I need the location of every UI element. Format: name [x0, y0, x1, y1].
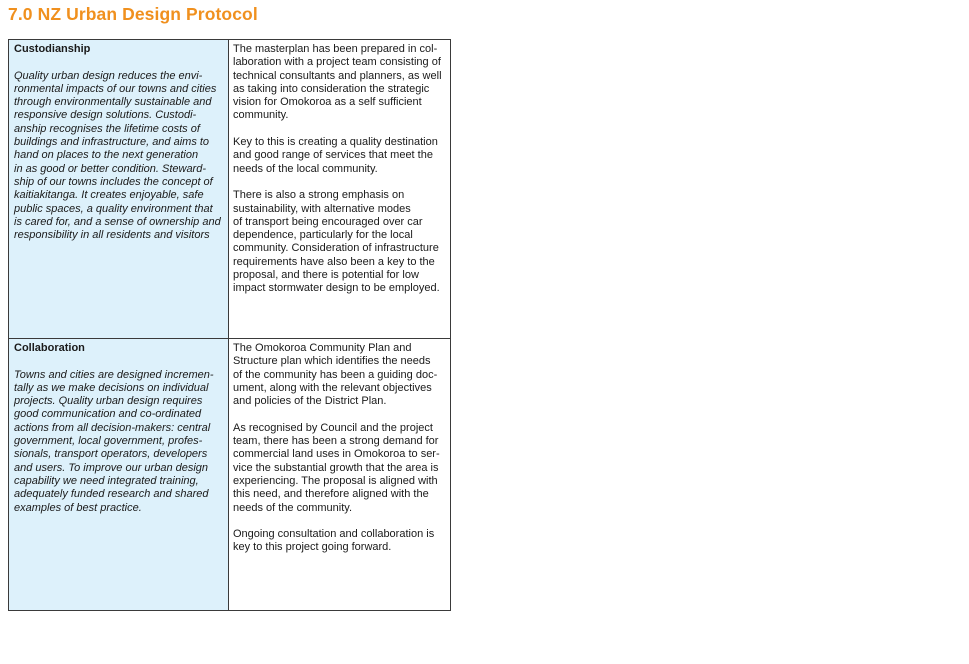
response-paragraph: [233, 136, 447, 176]
text-line: anship recognises the lifetime costs of: [14, 122, 200, 135]
text-line: good communication and co-ordinated: [14, 408, 202, 421]
response-cell: [229, 339, 450, 610]
text-line: team, there has been a strong demand for: [233, 435, 439, 448]
text-line: ument, along with the relevant objectives: [233, 381, 432, 394]
principle-cell: [9, 339, 229, 610]
table-row: [9, 40, 450, 339]
text-line: vice the substantial growth that the area is: [233, 461, 439, 474]
text-line: ship of our towns includes the concept of: [14, 175, 213, 188]
text-line: proposal, and there is potential for low: [233, 269, 419, 282]
text-line: Quality urban design reduces the envi-: [14, 69, 203, 82]
text-line: buildings and infrastructure, and aims to: [14, 136, 210, 149]
text-line: and good range of services that meet the: [233, 149, 433, 162]
text-line: is cared for, and a sense of ownership and: [14, 215, 221, 228]
text-line: responsibility in all residents and visitors: [14, 229, 210, 242]
text-line: ronmental impacts of our towns and cities: [14, 82, 217, 95]
response-paragraph: [233, 422, 447, 515]
text-line: actions from all decision-makers: central: [14, 421, 211, 434]
text-line: Structure plan which identifies the needs: [233, 355, 431, 368]
text-line: needs of the community.: [233, 501, 353, 514]
text-line: technical consultants and planners, as well: [233, 69, 442, 82]
text-line: examples of best practice.: [14, 501, 142, 514]
text-line: government, local government, profes-: [14, 435, 203, 448]
text-line: sustainability, with alternative modes: [233, 202, 411, 215]
principle-description: [14, 369, 224, 515]
text-line: through environmentally sustainable and: [14, 96, 212, 109]
text-line: sionals, transport operators, developers: [14, 448, 208, 461]
page-title: 7.0 NZ Urban Design Protocol: [8, 4, 258, 24]
text-line: and users. To improve our urban design: [14, 461, 209, 474]
text-line: community.: [233, 109, 289, 122]
text-line: projects. Quality urban design requires: [14, 395, 203, 408]
text-line: hand on places to the next generation: [14, 149, 199, 162]
text-line: needs of the local community.: [233, 162, 378, 175]
text-line: of transport being encouraged over car: [233, 215, 423, 228]
text-line: impact stormwater design to be employed.: [233, 282, 440, 295]
text-line: requirements have also been a key to the: [233, 255, 435, 268]
text-line: and policies of the District Plan.: [233, 395, 387, 408]
principle-description: [14, 70, 224, 243]
text-line: this need, and therefore aligned with the: [233, 488, 429, 501]
response-paragraph: [233, 342, 447, 408]
text-line: Ongoing consultation and collaboration is: [233, 528, 435, 541]
response-paragraph: [233, 189, 447, 295]
response-paragraph: [233, 43, 447, 123]
response-paragraph: [233, 528, 447, 555]
text-line: commercial land uses in Omokoroa to ser-: [233, 448, 440, 461]
text-line: kaitiakitanga. It creates enjoyable, safe: [14, 189, 204, 202]
text-line: of the community has been a guiding doc-: [233, 368, 438, 381]
text-line: community. Consideration of infrastructure: [233, 242, 439, 255]
text-line: There is also a strong emphasis on: [233, 189, 405, 202]
text-line: laboration with a project team consisting of: [233, 56, 441, 69]
text-line: experiencing. The proposal is aligned with: [233, 474, 438, 487]
text-line: vision for Omokoroa as a self sufficient: [233, 96, 422, 109]
response-cell: [229, 40, 450, 338]
text-line: As recognised by Council and the project: [233, 421, 433, 434]
text-line: public spaces, a quality environment that: [14, 202, 213, 215]
principle-heading: Custodianship: [14, 43, 91, 55]
text-line: The Omokoroa Community Plan and: [233, 342, 412, 354]
text-line: in as good or better condition. Steward-: [14, 162, 207, 175]
text-line: adequately funded research and shared: [14, 488, 209, 501]
principle-cell: [9, 40, 229, 338]
text-line: key to this project going forward.: [233, 541, 392, 554]
text-line: capability we need integrated training,: [14, 474, 199, 487]
principle-heading: Collaboration: [14, 342, 85, 354]
protocol-table: [8, 39, 451, 611]
text-line: tally as we make decisions on individual: [14, 381, 209, 394]
text-line: dependence, particularly for the local: [233, 229, 413, 242]
text-line: as taking into consideration the strategic: [233, 82, 430, 95]
text-line: responsive design solutions. Custodi-: [14, 109, 197, 122]
text-line: Towns and cities are designed incremen-: [14, 368, 214, 381]
table-row: [9, 339, 450, 610]
text-line: Key to this is creating a quality destination: [233, 136, 438, 149]
text-line: The masterplan has been prepared in col-: [233, 43, 438, 55]
